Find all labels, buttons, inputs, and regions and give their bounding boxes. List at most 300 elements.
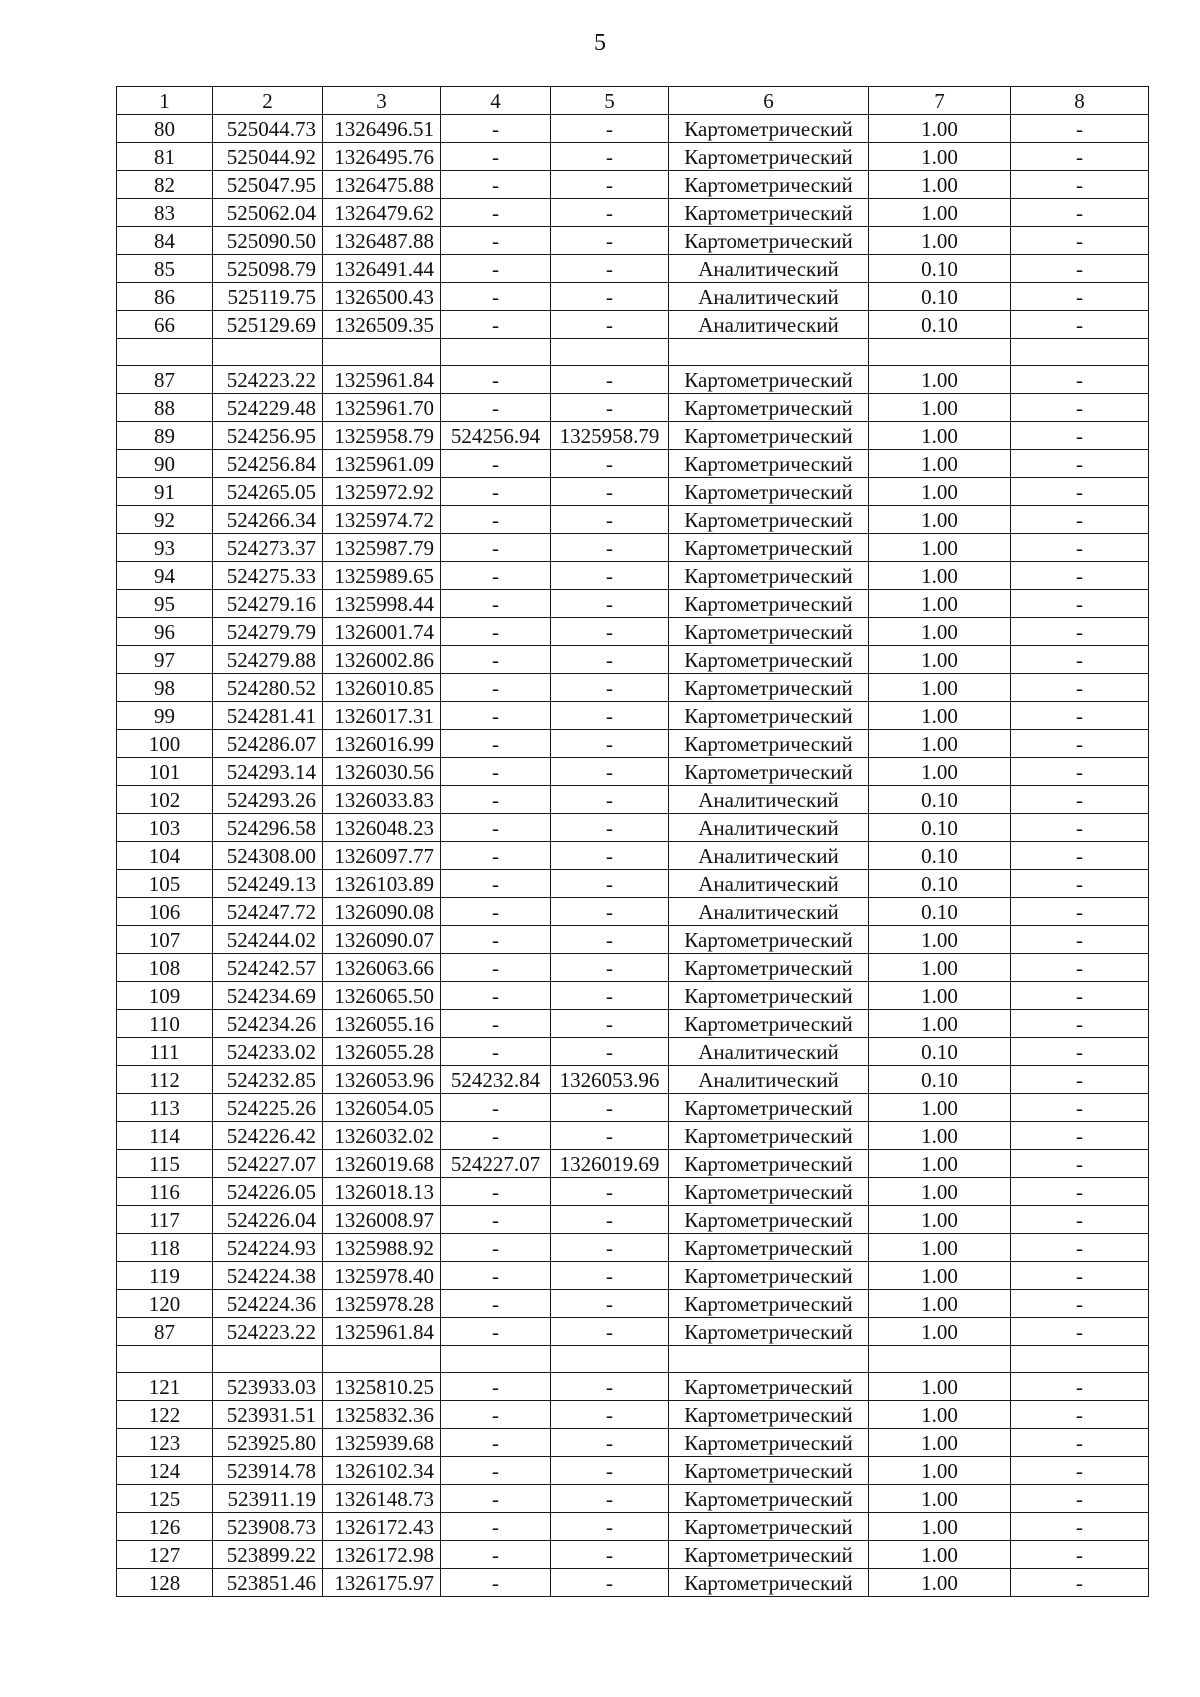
cell-coord-y: 1326102.34 (323, 1457, 441, 1485)
cell-description: - (1011, 1485, 1149, 1513)
cell-coord-y-new: - (551, 199, 669, 227)
cell-coord-x: 524229.48 (213, 394, 323, 422)
cell-coord-y-new: - (551, 115, 669, 143)
table-row (117, 422, 1149, 450)
cell-coord-x-new: - (441, 1513, 551, 1541)
cell-point-number: 115 (117, 1150, 213, 1178)
cell-point-number: 116 (117, 1178, 213, 1206)
cell-accuracy: 1.00 (869, 674, 1011, 702)
cell-coord-x: 523908.73 (213, 1513, 323, 1541)
coordinates-table (116, 86, 1149, 1597)
table-header-row (117, 87, 1149, 115)
cell-method: Картометрический (669, 954, 869, 982)
cell-coord-x: 524223.22 (213, 1318, 323, 1346)
cell-coord-x-new: - (441, 1401, 551, 1429)
cell-coord-y-new: - (551, 590, 669, 618)
cell-point-number: 125 (117, 1485, 213, 1513)
table-row (117, 450, 1149, 478)
cell-coord-y: 1325972.92 (323, 478, 441, 506)
cell-coord-y: 1325998.44 (323, 590, 441, 618)
cell-coord-y-new: - (551, 1318, 669, 1346)
cell-coord-y-new: - (551, 1010, 669, 1038)
cell-coord-y: 1326495.76 (323, 143, 441, 171)
column-header: 7 (869, 87, 1011, 115)
cell-coord-y-new: - (551, 730, 669, 758)
cell-point-number: 126 (117, 1513, 213, 1541)
cell-coord-x: 524242.57 (213, 954, 323, 982)
column-header: 4 (441, 87, 551, 115)
cell-method: Аналитический (669, 311, 869, 339)
cell-description: - (1011, 1010, 1149, 1038)
cell-coord-x: 523914.78 (213, 1457, 323, 1485)
cell-coord-x-new: - (441, 1010, 551, 1038)
cell-description: - (1011, 1373, 1149, 1401)
cell-coord-x-new (441, 339, 551, 366)
cell-coord-x: 525090.50 (213, 227, 323, 255)
cell-method: Картометрический (669, 534, 869, 562)
table-row (117, 758, 1149, 786)
table-row (117, 1066, 1149, 1094)
cell-method: Картометрический (669, 1262, 869, 1290)
table-row (117, 842, 1149, 870)
cell-description: - (1011, 898, 1149, 926)
cell-coord-y-new: - (551, 171, 669, 199)
cell-description: - (1011, 506, 1149, 534)
table-row (117, 283, 1149, 311)
cell-coord-x: 524275.33 (213, 562, 323, 590)
cell-coord-y-new: - (551, 562, 669, 590)
table-row (117, 1485, 1149, 1513)
cell-coord-y-new: - (551, 898, 669, 926)
cell-coord-x: 524244.02 (213, 926, 323, 954)
cell-coord-y: 1326030.56 (323, 758, 441, 786)
cell-point-number: 96 (117, 618, 213, 646)
cell-coord-x-new: - (441, 1373, 551, 1401)
table-row (117, 1401, 1149, 1429)
cell-coord-y-new: - (551, 450, 669, 478)
cell-description: - (1011, 618, 1149, 646)
table-row (117, 1094, 1149, 1122)
cell-point-number: 82 (117, 171, 213, 199)
cell-accuracy: 1.00 (869, 954, 1011, 982)
cell-coord-x: 523933.03 (213, 1373, 323, 1401)
cell-coord-x: 524232.85 (213, 1066, 323, 1094)
cell-method: Аналитический (669, 786, 869, 814)
table-row (117, 1038, 1149, 1066)
table-row (117, 311, 1149, 339)
cell-method: Картометрический (669, 422, 869, 450)
cell-coord-x-new: - (441, 870, 551, 898)
cell-method: Картометрический (669, 1485, 869, 1513)
cell-description: - (1011, 870, 1149, 898)
cell-coord-x: 525119.75 (213, 283, 323, 311)
cell-coord-x-new: - (441, 646, 551, 674)
cell-coord-x: 524225.26 (213, 1094, 323, 1122)
cell-coord-x: 525062.04 (213, 199, 323, 227)
cell-method: Картометрический (669, 1206, 869, 1234)
cell-coord-x: 523899.22 (213, 1541, 323, 1569)
cell-accuracy: 1.00 (869, 1373, 1011, 1401)
cell-description: - (1011, 255, 1149, 283)
cell-coord-x: 524296.58 (213, 814, 323, 842)
cell-coord-x: 525129.69 (213, 311, 323, 339)
cell-coord-y: 1325961.70 (323, 394, 441, 422)
cell-coord-y-new: - (551, 814, 669, 842)
cell-coord-x-new: - (441, 702, 551, 730)
cell-point-number: 108 (117, 954, 213, 982)
table-row (117, 898, 1149, 926)
cell-method: Картометрический (669, 478, 869, 506)
cell-point-number: 103 (117, 814, 213, 842)
cell-coord-y: 1326500.43 (323, 283, 441, 311)
cell-accuracy: 1.00 (869, 1457, 1011, 1485)
cell-method: Картометрический (669, 926, 869, 954)
cell-coord-x-new (441, 1346, 551, 1373)
cell-accuracy: 1.00 (869, 143, 1011, 171)
cell-accuracy: 0.10 (869, 814, 1011, 842)
cell-coord-x-new: - (441, 366, 551, 394)
cell-coord-x: 524279.79 (213, 618, 323, 646)
table-row (117, 1262, 1149, 1290)
cell-method: Картометрический (669, 115, 869, 143)
cell-method: Картометрический (669, 590, 869, 618)
cell-point-number: 100 (117, 730, 213, 758)
cell-coord-x: 525098.79 (213, 255, 323, 283)
cell-coord-y: 1326055.28 (323, 1038, 441, 1066)
cell-coord-x: 524224.38 (213, 1262, 323, 1290)
cell-coord-x-new: - (441, 926, 551, 954)
cell-point-number: 114 (117, 1122, 213, 1150)
cell-coord-x-new: - (441, 1094, 551, 1122)
cell-coord-y: 1326496.51 (323, 115, 441, 143)
cell-coord-y-new: - (551, 255, 669, 283)
cell-coord-x: 524256.95 (213, 422, 323, 450)
cell-point-number: 111 (117, 1038, 213, 1066)
cell-coord-x: 524265.05 (213, 478, 323, 506)
cell-description: - (1011, 1318, 1149, 1346)
cell-method: Аналитический (669, 870, 869, 898)
table-row (117, 674, 1149, 702)
cell-coord-x: 524226.42 (213, 1122, 323, 1150)
cell-coord-y-new: 1325958.79 (551, 422, 669, 450)
cell-coord-x-new: - (441, 311, 551, 339)
cell-point-number: 85 (117, 255, 213, 283)
cell-method: Картометрический (669, 982, 869, 1010)
cell-coord-y: 1325978.28 (323, 1290, 441, 1318)
table-row (117, 1373, 1149, 1401)
column-header: 3 (323, 87, 441, 115)
cell-coord-y-new: - (551, 1094, 669, 1122)
cell-description: - (1011, 646, 1149, 674)
cell-method: Картометрический (669, 1094, 869, 1122)
cell-method: Картометрический (669, 1318, 869, 1346)
table-row (117, 702, 1149, 730)
cell-coord-x-new: - (441, 171, 551, 199)
cell-point-number: 80 (117, 115, 213, 143)
cell-point-number: 105 (117, 870, 213, 898)
cell-accuracy: 1.00 (869, 1178, 1011, 1206)
cell-description: - (1011, 1178, 1149, 1206)
table-row (117, 590, 1149, 618)
cell-description: - (1011, 143, 1149, 171)
cell-coord-y-new: - (551, 478, 669, 506)
cell-point-number: 101 (117, 758, 213, 786)
cell-coord-y-new: - (551, 1206, 669, 1234)
cell-accuracy: 1.00 (869, 506, 1011, 534)
cell-coord-y: 1326054.05 (323, 1094, 441, 1122)
cell-coord-x-new: - (441, 1290, 551, 1318)
cell-coord-y: 1325988.92 (323, 1234, 441, 1262)
cell-coord-x-new: - (441, 674, 551, 702)
table-row (117, 143, 1149, 171)
cell-accuracy (869, 339, 1011, 366)
cell-accuracy: 0.10 (869, 842, 1011, 870)
cell-coord-y-new: - (551, 506, 669, 534)
cell-coord-x: 524279.88 (213, 646, 323, 674)
cell-coord-x-new: - (441, 394, 551, 422)
cell-coord-x: 524266.34 (213, 506, 323, 534)
cell-coord-y-new: - (551, 311, 669, 339)
cell-coord-x: 524280.52 (213, 674, 323, 702)
cell-coord-x: 523911.19 (213, 1485, 323, 1513)
cell-method: Картометрический (669, 1401, 869, 1429)
cell-coord-x-new: - (441, 1122, 551, 1150)
cell-coord-x-new: - (441, 898, 551, 926)
cell-point-number: 86 (117, 283, 213, 311)
cell-coord-y: 1326065.50 (323, 982, 441, 1010)
cell-accuracy: 1.00 (869, 758, 1011, 786)
cell-coord-x-new: - (441, 143, 551, 171)
cell-coord-y-new: - (551, 143, 669, 171)
cell-description: - (1011, 1290, 1149, 1318)
cell-method: Картометрический (669, 646, 869, 674)
table-row (117, 1178, 1149, 1206)
cell-accuracy: 0.10 (869, 311, 1011, 339)
cell-method: Аналитический (669, 283, 869, 311)
cell-point-number: 124 (117, 1457, 213, 1485)
cell-coord-x: 524308.00 (213, 842, 323, 870)
cell-description: - (1011, 1569, 1149, 1597)
table-row (117, 786, 1149, 814)
cell-point-number: 107 (117, 926, 213, 954)
cell-coord-x-new: - (441, 227, 551, 255)
cell-coord-y: 1326175.97 (323, 1569, 441, 1597)
cell-point-number: 99 (117, 702, 213, 730)
cell-accuracy: 0.10 (869, 1066, 1011, 1094)
cell-coord-x-new: - (441, 199, 551, 227)
cell-accuracy: 1.00 (869, 422, 1011, 450)
cell-accuracy: 1.00 (869, 366, 1011, 394)
cell-accuracy: 1.00 (869, 1290, 1011, 1318)
cell-accuracy: 1.00 (869, 394, 1011, 422)
cell-coord-y: 1326172.98 (323, 1541, 441, 1569)
cell-method: Картометрический (669, 1569, 869, 1597)
cell-point-number: 117 (117, 1206, 213, 1234)
cell-description: - (1011, 1262, 1149, 1290)
cell-description: - (1011, 730, 1149, 758)
cell-accuracy: 1.00 (869, 227, 1011, 255)
cell-coord-y-new: - (551, 646, 669, 674)
cell-point-number: 84 (117, 227, 213, 255)
cell-coord-x-new: 524232.84 (441, 1066, 551, 1094)
cell-coord-y-new: - (551, 1429, 669, 1457)
cell-coord-y-new: - (551, 227, 669, 255)
cell-coord-x: 524273.37 (213, 534, 323, 562)
table-row (117, 534, 1149, 562)
cell-description: - (1011, 171, 1149, 199)
cell-method (669, 1346, 869, 1373)
cell-description: - (1011, 422, 1149, 450)
cell-accuracy: 1.00 (869, 199, 1011, 227)
cell-description: - (1011, 478, 1149, 506)
cell-coord-y: 1326090.07 (323, 926, 441, 954)
cell-coord-y: 1326475.88 (323, 171, 441, 199)
cell-accuracy: 1.00 (869, 618, 1011, 646)
cell-description: - (1011, 1513, 1149, 1541)
cell-point-number: 66 (117, 311, 213, 339)
table-row (117, 394, 1149, 422)
cell-accuracy (869, 1346, 1011, 1373)
cell-coord-y: 1326090.08 (323, 898, 441, 926)
cell-accuracy: 1.00 (869, 1541, 1011, 1569)
cell-accuracy: 1.00 (869, 115, 1011, 143)
cell-accuracy: 0.10 (869, 870, 1011, 898)
cell-description: - (1011, 115, 1149, 143)
cell-accuracy: 0.10 (869, 898, 1011, 926)
table-row (117, 506, 1149, 534)
cell-coord-x-new: - (441, 1569, 551, 1597)
cell-coord-x: 523931.51 (213, 1401, 323, 1429)
cell-coord-x-new: 524256.94 (441, 422, 551, 450)
cell-coord-x: 524234.69 (213, 982, 323, 1010)
cell-coord-y: 1326172.43 (323, 1513, 441, 1541)
cell-coord-y-new: - (551, 1178, 669, 1206)
table-row (117, 1513, 1149, 1541)
cell-coord-y-new: - (551, 283, 669, 311)
cell-point-number: 90 (117, 450, 213, 478)
cell-coord-x: 525047.95 (213, 171, 323, 199)
cell-description: - (1011, 366, 1149, 394)
cell-method: Картометрический (669, 227, 869, 255)
cell-method: Аналитический (669, 898, 869, 926)
cell-coord-x: 523851.46 (213, 1569, 323, 1597)
cell-coord-y: 1326017.31 (323, 702, 441, 730)
cell-accuracy: 1.00 (869, 1234, 1011, 1262)
cell-accuracy: 1.00 (869, 562, 1011, 590)
cell-coord-y-new: - (551, 870, 669, 898)
cell-coord-y: 1326033.83 (323, 786, 441, 814)
cell-method: Аналитический (669, 1038, 869, 1066)
table-row (117, 1290, 1149, 1318)
table-row (117, 730, 1149, 758)
cell-coord-y: 1325961.84 (323, 1318, 441, 1346)
cell-description: - (1011, 1038, 1149, 1066)
cell-coord-x-new: - (441, 618, 551, 646)
cell-description: - (1011, 926, 1149, 954)
table-row (117, 1234, 1149, 1262)
cell-coord-y: 1325989.65 (323, 562, 441, 590)
cell-point-number: 106 (117, 898, 213, 926)
cell-coord-x: 524279.16 (213, 590, 323, 618)
cell-accuracy: 1.00 (869, 1094, 1011, 1122)
cell-accuracy: 1.00 (869, 1401, 1011, 1429)
cell-point-number: 123 (117, 1429, 213, 1457)
cell-coord-x: 525044.73 (213, 115, 323, 143)
cell-coord-x (213, 1346, 323, 1373)
cell-method: Картометрический (669, 1178, 869, 1206)
cell-coord-x: 524224.93 (213, 1234, 323, 1262)
cell-accuracy: 1.00 (869, 1485, 1011, 1513)
cell-coord-y-new: - (551, 758, 669, 786)
cell-coord-x-new: - (441, 283, 551, 311)
cell-accuracy: 1.00 (869, 1122, 1011, 1150)
cell-description: - (1011, 1094, 1149, 1122)
cell-coord-y-new: - (551, 1122, 669, 1150)
cell-accuracy: 1.00 (869, 702, 1011, 730)
cell-coord-y: 1326008.97 (323, 1206, 441, 1234)
cell-coord-y-new: - (551, 982, 669, 1010)
cell-point-number: 119 (117, 1262, 213, 1290)
cell-description: - (1011, 1122, 1149, 1150)
cell-coord-y-new (551, 1346, 669, 1373)
table-row (117, 366, 1149, 394)
cell-coord-x-new: - (441, 562, 551, 590)
cell-coord-x-new: - (441, 590, 551, 618)
cell-coord-y-new: - (551, 702, 669, 730)
cell-coord-x-new: - (441, 1485, 551, 1513)
cell-coord-y: 1325974.72 (323, 506, 441, 534)
cell-coord-x-new: - (441, 1038, 551, 1066)
cell-point-number: 91 (117, 478, 213, 506)
cell-accuracy: 1.00 (869, 926, 1011, 954)
cell-accuracy: 1.00 (869, 534, 1011, 562)
cell-description: - (1011, 227, 1149, 255)
cell-method: Аналитический (669, 842, 869, 870)
cell-coord-y: 1325958.79 (323, 422, 441, 450)
cell-point-number: 92 (117, 506, 213, 534)
cell-method: Картометрический (669, 702, 869, 730)
table-row (117, 926, 1149, 954)
cell-accuracy: 1.00 (869, 982, 1011, 1010)
cell-accuracy: 1.00 (869, 1262, 1011, 1290)
cell-method: Картометрический (669, 394, 869, 422)
cell-coord-y-new: - (551, 674, 669, 702)
table-row (117, 171, 1149, 199)
cell-coord-x: 523925.80 (213, 1429, 323, 1457)
column-header: 1 (117, 87, 213, 115)
cell-point-number: 127 (117, 1541, 213, 1569)
table-row (117, 870, 1149, 898)
cell-description: - (1011, 814, 1149, 842)
cell-coord-x: 524256.84 (213, 450, 323, 478)
cell-coord-y: 1326491.44 (323, 255, 441, 283)
cell-coord-y-new: - (551, 618, 669, 646)
cell-description: - (1011, 283, 1149, 311)
cell-coord-x: 524293.26 (213, 786, 323, 814)
cell-accuracy: 0.10 (869, 786, 1011, 814)
cell-point-number: 89 (117, 422, 213, 450)
cell-point-number: 98 (117, 674, 213, 702)
cell-method: Картометрический (669, 1541, 869, 1569)
cell-coord-y (323, 339, 441, 366)
cell-point-number: 113 (117, 1094, 213, 1122)
cell-coord-y: 1325961.09 (323, 450, 441, 478)
cell-coord-y: 1325810.25 (323, 1373, 441, 1401)
cell-coord-x-new: - (441, 730, 551, 758)
cell-method: Картометрический (669, 1373, 869, 1401)
page-number: 5 (594, 30, 606, 56)
cell-accuracy: 1.00 (869, 1206, 1011, 1234)
